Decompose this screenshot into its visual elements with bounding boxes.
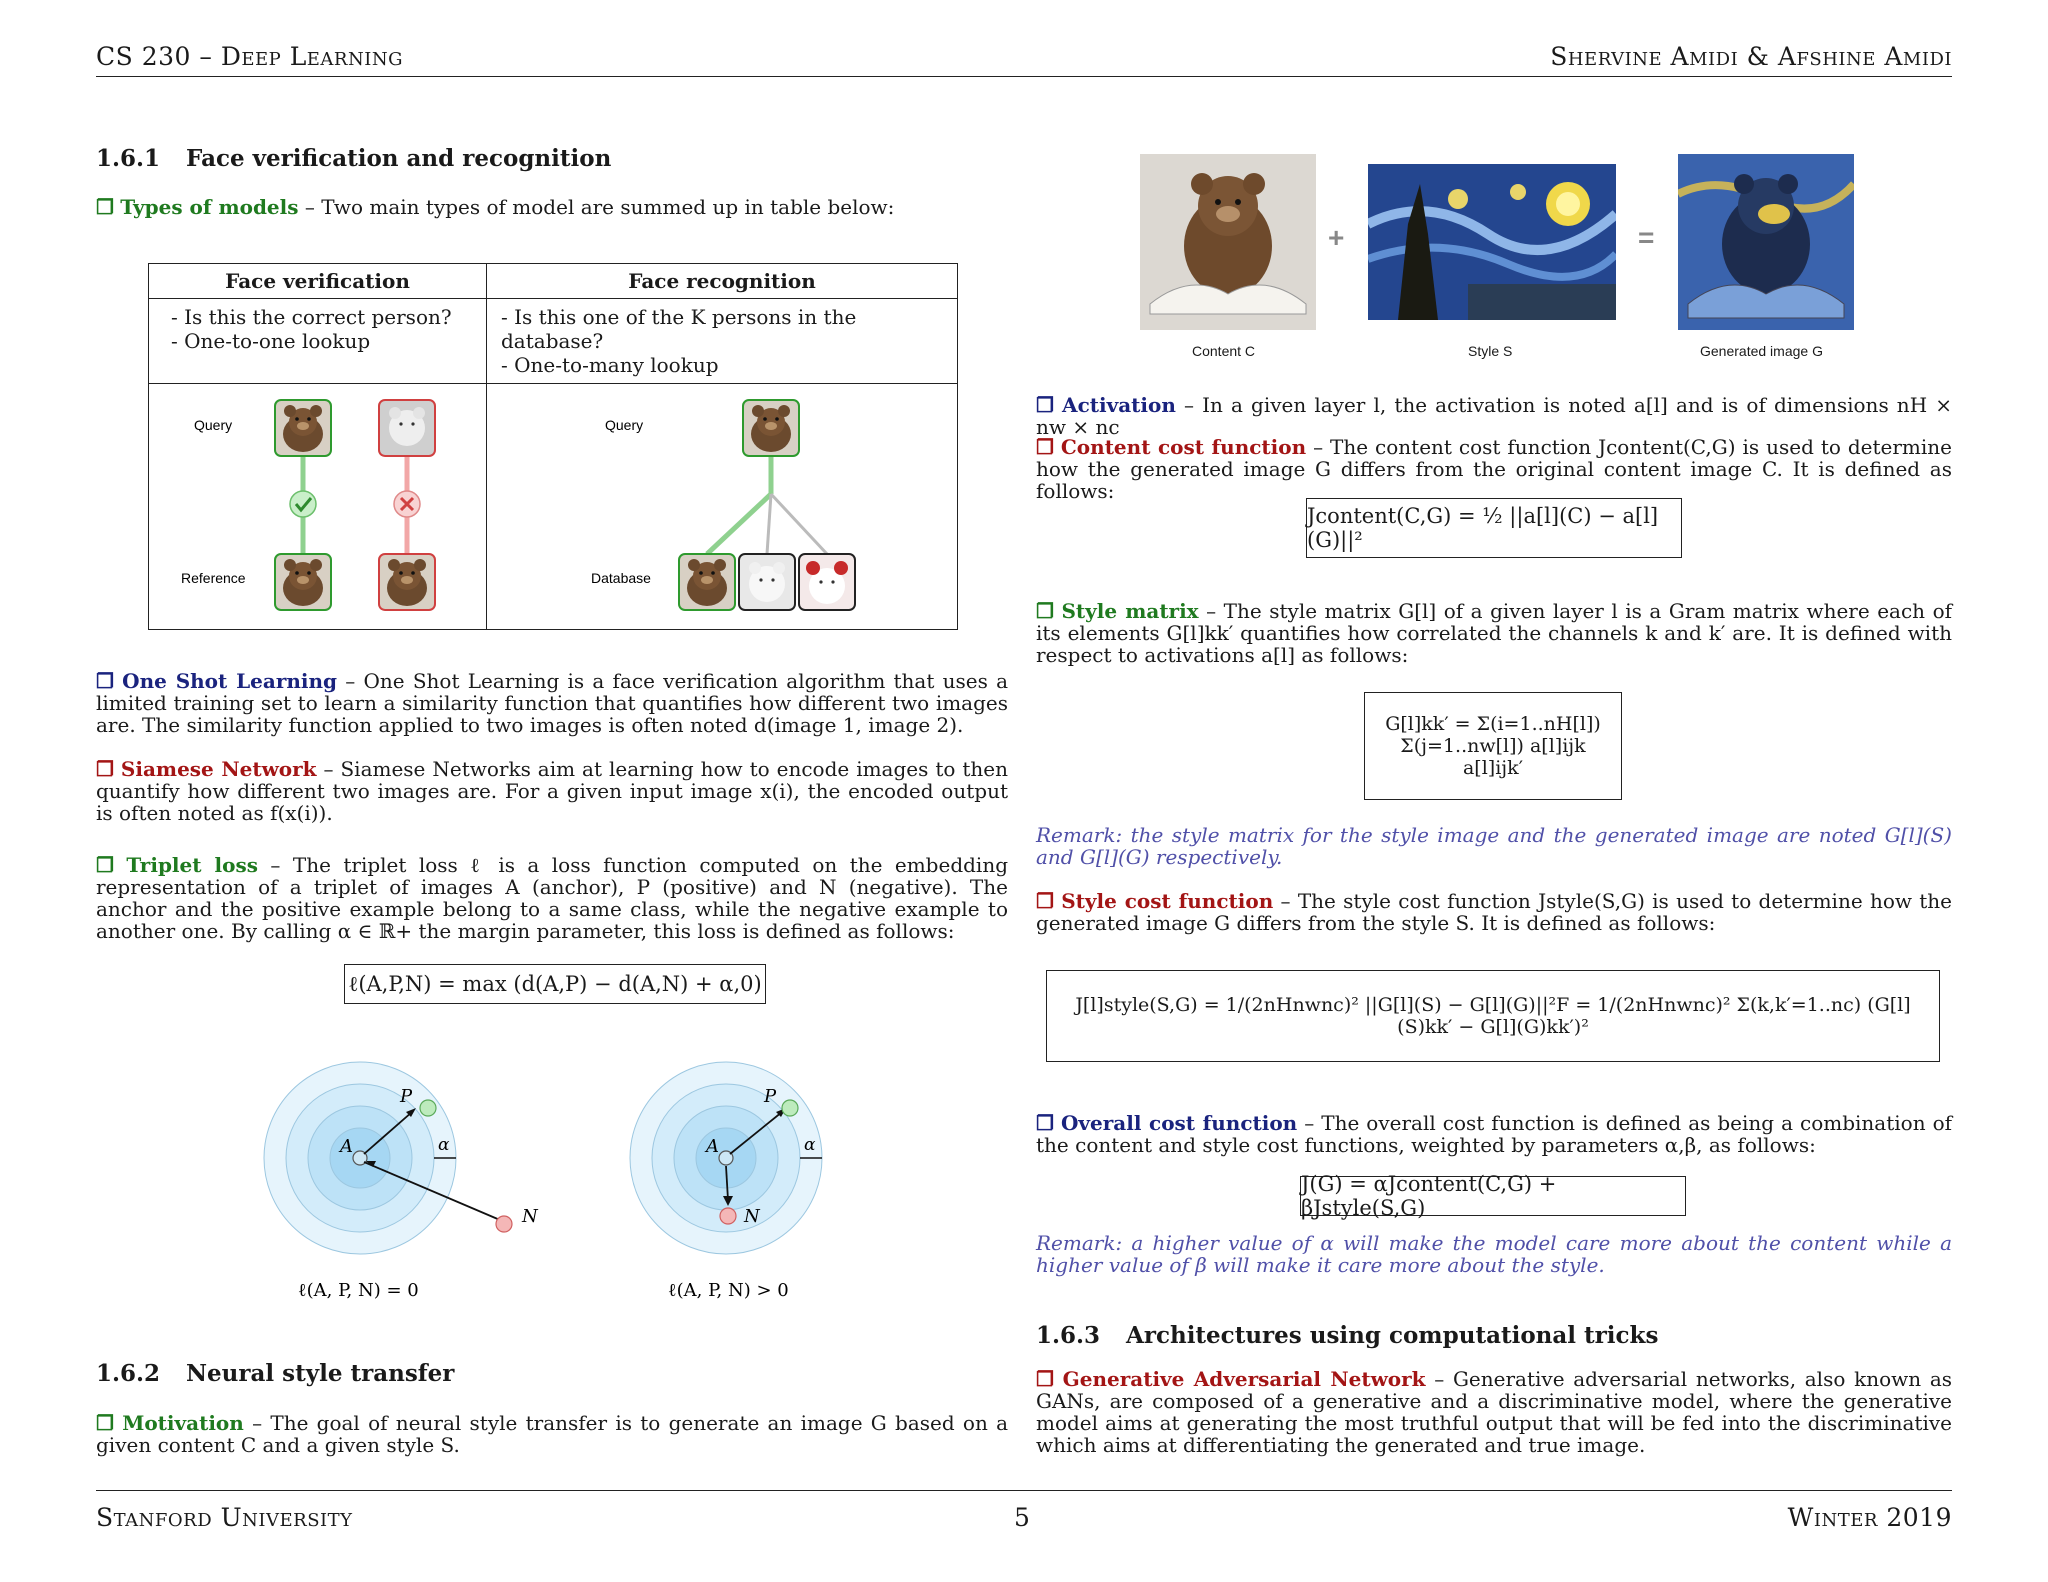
page-number: 5	[1014, 1503, 1031, 1532]
triplet-loss-equation: ℓ(A,P,N) = max (d(A,P) − d(A,N) + α,0)	[344, 964, 766, 1004]
remark-style-matrix: Remark: the style matrix for the style image and the generated image are noted G[l](S) and G[l](G) respectively.	[1036, 823, 1952, 869]
page-footer	[96, 1490, 1952, 1531]
triplet-diagram-zero	[264, 1062, 539, 1301]
database-bear-photo-2	[739, 554, 795, 610]
checkbox-icon: ❐	[1036, 393, 1054, 417]
label-a: A	[340, 1136, 353, 1157]
check-icon	[290, 491, 316, 517]
motivation-paragraph: ❐ Motivation – The goal of neural style transfer is to generate an image G based on a given content C and a given style S.	[96, 1411, 1009, 1457]
triplet-loss-paragraph: ❐ Triplet loss – The triplet loss ℓ is a loss function computed on the embedding representation of a triplet of images A (anchor), P (positive) and N (negative). The anchor and the positive example belong to a same class, while the negative example to another one. By calling α ∈ ℝ+ the margin parameter, this loss is defined as follows:	[96, 853, 1009, 943]
database-bear-photo-3	[799, 554, 855, 610]
checkbox-icon: ❐	[1036, 1367, 1054, 1391]
recognition-description: - Is this one of the K persons in the database? - One-to-many lookup	[487, 299, 958, 384]
content-cost-paragraph: ❐ Content cost function – The content cost function Jcontent(C,G) is used to determine how the generated image G differs from the original content image C. It is defined as follows:	[1036, 435, 1952, 503]
overall-cost-equation: J(G) = αJcontent(C,G) + βJstyle(S,G)	[1300, 1176, 1686, 1216]
verification-diagram	[149, 384, 479, 624]
checkbox-icon: ❐	[1036, 889, 1054, 913]
checkbox-icon: ❐	[96, 669, 114, 693]
section-1-6-1-heading: 1.6.1 Face verification and recognition	[96, 145, 612, 172]
content-cost-equation: Jcontent(C,G) = ½ ||a[l](C) − a[l](G)||²	[1306, 498, 1682, 558]
table-header-recognition: Face recognition	[487, 264, 958, 299]
caption-generated: Generated image G	[1700, 343, 1823, 359]
caption-loss-zero: ℓ(A, P, N) = 0	[298, 1280, 419, 1301]
recognition-illustration	[487, 384, 958, 630]
reference-bear-photo-2	[379, 554, 435, 610]
checkbox-icon: ❐	[1036, 435, 1054, 459]
label-p: P	[400, 1086, 413, 1107]
query-bear-photo	[743, 400, 799, 456]
content-image	[1140, 154, 1316, 330]
checkbox-icon: ❐	[96, 853, 114, 877]
database-label: Database	[591, 570, 651, 586]
label-alpha: α	[804, 1135, 816, 1155]
recognition-diagram	[487, 384, 957, 624]
caption-loss-positive: ℓ(A, P, N) > 0	[668, 1280, 789, 1301]
reference-bear-photo-1	[275, 554, 331, 610]
triplet-loss-diagram	[230, 1050, 870, 1310]
types-of-models-paragraph: ❐ Types of models – Two main types of model are summed up in table below:	[96, 195, 895, 219]
table-header-verification: Face verification	[149, 264, 487, 299]
footer-term: Winter 2019	[1787, 1503, 1952, 1532]
checkbox-icon: ❐	[1036, 1111, 1054, 1135]
one-shot-learning-paragraph: ❐ One Shot Learning – One Shot Learning is a face verification algorithm that uses a limited training set to learn a similarity function that quantifies how different two images are. The similarity function applied to two images is often noted d(image 1, image 2).	[96, 669, 1009, 737]
gan-paragraph: ❐ Generative Adversarial Network – Generative adversarial networks, also known as GANs, are composed of a generative and a discriminative model, where the generative model aims at generating the most truthful output that will be fed into the discriminative which aims at differentiating the generated and true image.	[1036, 1367, 1953, 1457]
header-authors: Shervine Amidi & Afshine Amidi	[1550, 42, 1952, 71]
label-p: P	[764, 1086, 777, 1107]
database-bear-photo-1	[679, 554, 735, 610]
triplet-diagram-positive	[630, 1062, 822, 1301]
generated-image	[1678, 154, 1854, 330]
style-matrix-equation: G[l]kk′ = Σ(i=1..nH[l]) Σ(j=1..nw[l]) a[l]ijk a[l]ijk′	[1364, 692, 1622, 800]
section-1-6-3-heading: 1.6.3 Architectures using computational tricks	[1036, 1322, 1659, 1349]
style-cost-equation: J[l]style(S,G) = 1/(2nHnwnc)² ||G[l](S) − G[l](G)||²F = 1/(2nHnwnc)² Σ(k,k′=1..nc) (G[l](S)kk′ − G[l](G)kk′)²	[1046, 970, 1940, 1062]
reference-label: Reference	[181, 570, 246, 586]
query-label: Query	[194, 417, 233, 433]
checkbox-icon: ❐	[96, 757, 114, 781]
overall-cost-paragraph: ❐ Overall cost function – The overall cost function is defined as being a combination of the content and style cost functions, weighted by parameters α,β, as follows:	[1036, 1111, 1953, 1157]
plus-sign: +	[1328, 222, 1345, 253]
caption-style: Style S	[1468, 343, 1513, 359]
label-n: N	[744, 1206, 760, 1227]
query-label: Query	[605, 417, 644, 433]
style-matrix-paragraph: ❐ Style matrix – The style matrix G[l] of a given layer l is a Gram matrix where each of its elements G[l]kk′ quantifies how correlated the channels k and k′ are. It is defined with respect to activations a[l] as follows:	[1036, 599, 1953, 667]
header-course: CS 230 – Deep Learning	[96, 42, 403, 71]
section-1-6-2-heading: 1.6.2 Neural style transfer	[96, 1360, 455, 1387]
remark-alpha-beta: Remark: a higher value of α will make the model care more about the content while a higher value of β will make it care more about the style.	[1036, 1231, 1952, 1277]
caption-content: Content C	[1192, 343, 1256, 359]
face-models-table	[148, 263, 958, 630]
checkbox-icon: ❐	[1036, 599, 1054, 623]
style-image	[1368, 164, 1616, 320]
page-header	[96, 42, 1952, 77]
label-n: N	[522, 1206, 538, 1227]
verification-description: - Is this the correct person? - One-to-one lookup	[149, 299, 487, 384]
activation-paragraph: ❐ Activation – In a given layer l, the activation is noted a[l] and is of dimensions nH × nw × nc	[1036, 393, 1952, 439]
query-white-bear-photo	[379, 400, 435, 456]
query-bear-photo	[275, 400, 331, 456]
checkbox-icon: ❐	[96, 195, 114, 219]
footer-university: Stanford University	[96, 1503, 353, 1532]
cross-icon	[394, 491, 420, 517]
label-a: A	[706, 1136, 719, 1157]
siamese-network-paragraph: ❐ Siamese Network – Siamese Networks aim at learning how to encode images to then quantify how different two images are. For a given input image x(i), the encoded output is often noted as f(x(i)).	[96, 757, 1009, 825]
style-cost-paragraph: ❐ Style cost function – The style cost function Jstyle(S,G) is used to determine how the generated image G differs from the style S. It is defined as follows:	[1036, 889, 1953, 935]
equals-sign: =	[1638, 222, 1655, 253]
checkbox-icon: ❐	[96, 1411, 114, 1435]
label-alpha: α	[438, 1135, 450, 1155]
verification-illustration	[149, 384, 487, 630]
